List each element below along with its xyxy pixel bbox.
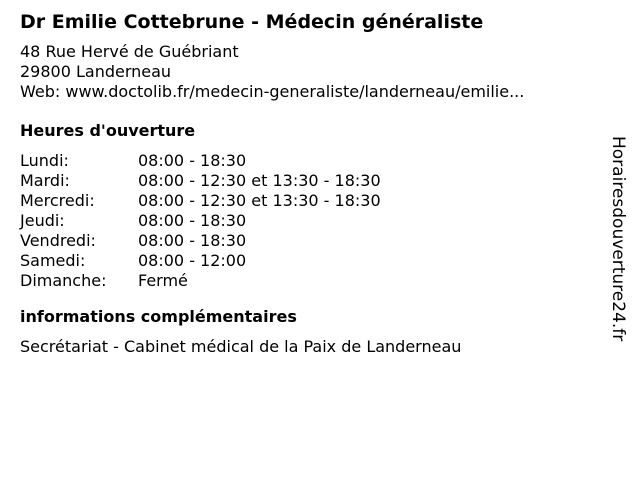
hours-day: Mercredi: xyxy=(20,191,95,210)
hours-time: 08:00 - 12:30 et 13:30 - 18:30 xyxy=(138,191,381,210)
address-block xyxy=(20,42,600,102)
hours-day: Vendredi: xyxy=(20,231,96,250)
hours-day: Jeudi: xyxy=(20,211,65,230)
address-city: 29800 Landerneau xyxy=(20,62,172,81)
hours-row xyxy=(20,151,381,171)
hours-time: 08:00 - 18:30 xyxy=(138,211,247,230)
hours-time: 08:00 - 12:00 xyxy=(138,251,247,270)
hours-row xyxy=(20,271,381,291)
hours-row xyxy=(20,211,381,231)
hours-time: 08:00 - 18:30 xyxy=(138,231,247,250)
hours-row xyxy=(20,191,381,211)
additional-info-heading: informations complémentaires xyxy=(20,307,297,326)
hours-day: Lundi: xyxy=(20,151,69,170)
hours-row xyxy=(20,251,381,271)
hours-time: Fermé xyxy=(138,271,188,290)
hours-row xyxy=(20,231,381,251)
additional-info-text: Secrétariat - Cabinet médical de la Paix de Landerneau xyxy=(20,337,462,356)
opening-hours-table xyxy=(20,151,381,291)
hours-day: Samedi: xyxy=(20,251,86,270)
hours-time: 08:00 - 12:30 et 13:30 - 18:30 xyxy=(138,171,381,190)
listing-content xyxy=(20,8,600,357)
brand-watermark: Horairesdouverture24.fr xyxy=(608,136,628,342)
hours-row xyxy=(20,171,381,191)
website-line: Web: www.doctolib.fr/medecin-generaliste/landerneau/emilie... xyxy=(20,82,525,101)
hours-day: Mardi: xyxy=(20,171,70,190)
hours-time: 08:00 - 18:30 xyxy=(138,151,247,170)
address-street: 48 Rue Hervé de Guébriant xyxy=(20,42,239,61)
hours-day: Dimanche: xyxy=(20,271,107,290)
opening-hours-heading: Heures d'ouverture xyxy=(20,121,196,140)
page-title: Dr Emilie Cottebrune - Médecin généraliste xyxy=(20,11,484,33)
